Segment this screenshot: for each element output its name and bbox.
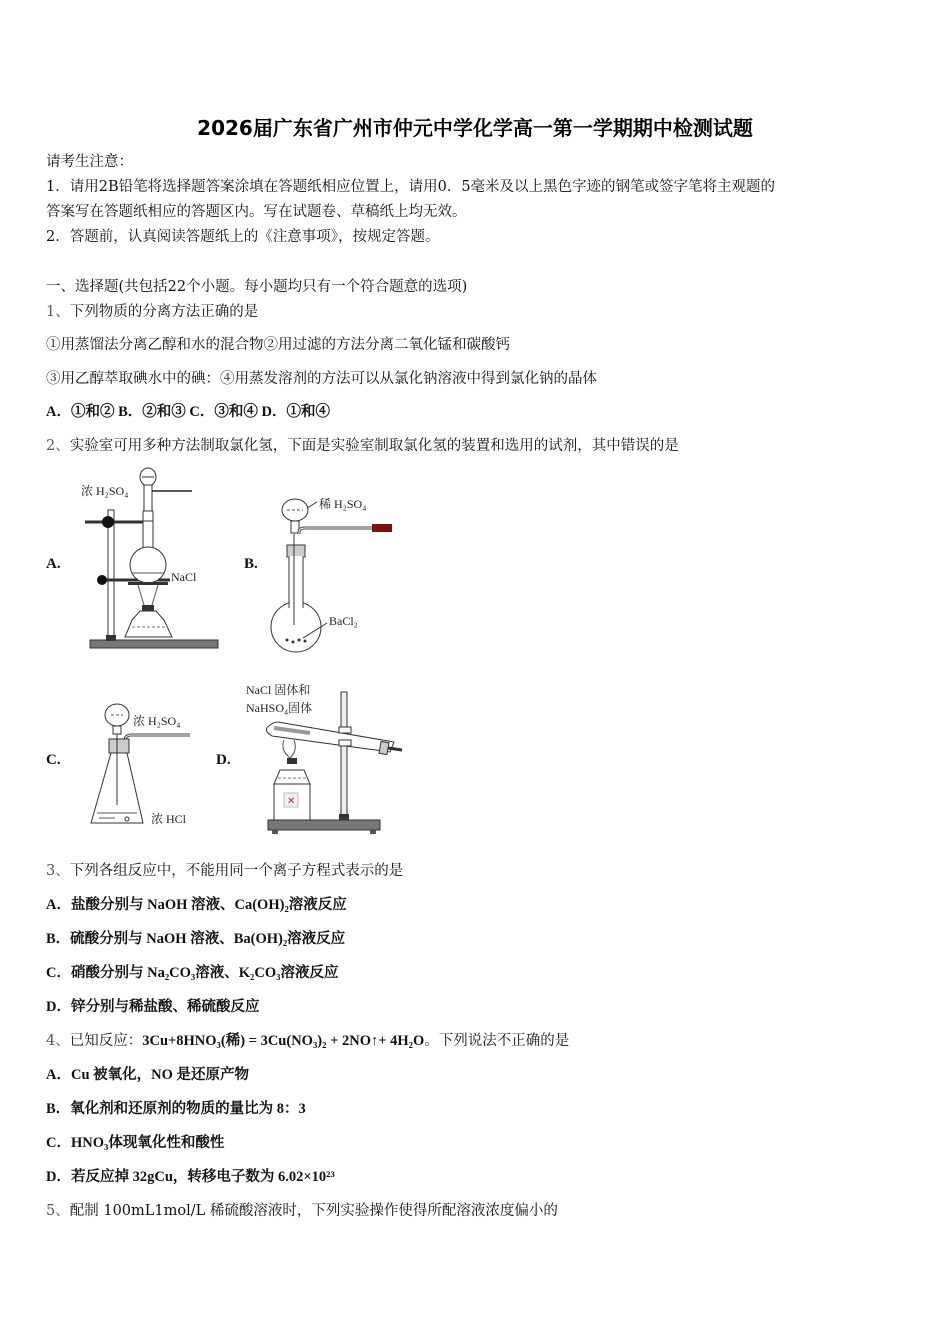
- question-1-statement-2: ③用乙醇萃取碘水中的碘：④用蒸发溶剂的方法可以从氯化钠溶液中得到氯化钠的晶体: [46, 371, 597, 387]
- question-3-option-b: [46, 929, 345, 949]
- question-5-stem: [46, 1201, 558, 1221]
- diagram-a-reagent-bottom: NaCl: [171, 570, 197, 584]
- question-number: 3、: [46, 863, 70, 879]
- notice-item-2: 2．答题前，认真阅读答题纸上的《注意事项》，按规定答题。: [46, 229, 440, 245]
- diagram-b-reagent-bottom: BaCl₂: [329, 614, 358, 628]
- diagram-c-apparatus: [85, 695, 215, 835]
- question-4-option-c: [46, 1133, 224, 1153]
- question-4-stem: [46, 1031, 569, 1051]
- question-4-option-b: [46, 1099, 306, 1119]
- question-1-stem: [46, 302, 258, 322]
- option-label: A．: [46, 1067, 71, 1083]
- chemical-equation: 3Cu+8HNO₃(稀) = 3Cu(NO₃)₂ + 2NO↑+ 4H₂O: [142, 1033, 425, 1049]
- question-1-statement-1: ①用蒸馏法分离乙醇和水的混合物②用过滤的方法分离二氧化锰和碳酸钙: [46, 337, 510, 353]
- option-label: C．: [46, 965, 71, 981]
- option-text: 硫酸分别与 NaOH 溶液、Ba(OH)₂溶液反应: [70, 931, 346, 947]
- diagram-d-apparatus: [240, 680, 410, 840]
- question-2-stem: [46, 436, 679, 456]
- question-3-option-c: [46, 963, 339, 983]
- diagram-a-reagent-top: 浓 H₂SO₄: [81, 484, 129, 498]
- question-3-option-a: [46, 895, 347, 915]
- question-3-stem: [46, 861, 403, 881]
- question-number: 4、: [46, 1033, 70, 1049]
- question-number: 1、: [46, 304, 70, 320]
- notice-item-1-line-2: 答案写在答题纸相应的答题区内。写在试题卷、草稿纸上均无效。: [46, 204, 467, 220]
- diagram-c-label: C.: [46, 752, 61, 768]
- question-text: 下列物质的分离方法正确的是: [69, 304, 259, 320]
- option-text: 若反应掉 32gCu，转移电子数为 6.02×10²³: [70, 1169, 335, 1185]
- question-3-option-d: [46, 997, 259, 1017]
- diagram-a-apparatus: [80, 465, 230, 655]
- question-text-prefix: 已知反应：: [69, 1033, 143, 1049]
- diagram-c-reagent-bottom: 浓 HCl: [151, 812, 187, 826]
- notice-heading: 请考生注意：: [46, 154, 133, 170]
- page-title: 2026届广东省广州市仲元中学化学高一第一学期期中检测试题: [197, 116, 753, 140]
- option-label: D．: [46, 1169, 71, 1185]
- option-label: C．: [46, 1135, 71, 1151]
- question-text: 下列各组反应中，不能用同一个离子方程式表示的是: [69, 863, 404, 879]
- question-text: 实验室可用多种方法制取氯化氢，下面是实验室制取氯化氢的装置和选用的试剂，其中错误的是: [69, 438, 679, 454]
- option-label: B．: [46, 931, 71, 947]
- question-4-option-d: [46, 1167, 335, 1187]
- diagram-b-label: B.: [244, 556, 258, 572]
- svg-text:✕: ✕: [287, 796, 296, 807]
- diagram-a-label: A.: [46, 556, 61, 572]
- diagram-b-apparatus: [265, 490, 415, 660]
- option-text: HNO₃体现氧化性和酸性: [70, 1135, 225, 1151]
- question-number: 5、: [46, 1203, 70, 1219]
- diagram-d-reagent-line-1: NaCl 固体和: [246, 683, 311, 697]
- option-text: 盐酸分别与 NaOH 溶液、Ca(OH)₂溶液反应: [70, 897, 347, 913]
- question-4-option-a: [46, 1065, 249, 1085]
- question-1-options: A．①和② B．②和③ C．③和④ D．①和④: [46, 404, 330, 420]
- question-text: 配制 100mL1mol/L 稀硫酸溶液时，下列实验操作使得所配溶液浓度偏小的: [69, 1203, 558, 1219]
- option-label: D．: [46, 999, 71, 1015]
- notice-item-1-line-1: 1．请用2B铅笔将选择题答案涂填在答题纸相应位置上，请用0．5毫米及以上黑色字迹的钢笔或签字笔将主观题的: [46, 179, 776, 195]
- question-number: 2、: [46, 438, 70, 454]
- diagram-c-reagent-top: 浓 H₂SO₄: [133, 714, 181, 728]
- question-text-suffix: 。下列说法不正确的是: [424, 1033, 570, 1049]
- diagram-d-label: D.: [216, 752, 231, 768]
- option-text: 硝酸分别与 Na₂CO₃溶液、K₂CO₃溶液反应: [70, 965, 339, 981]
- option-text: Cu 被氧化，NO 是还原产物: [70, 1067, 250, 1083]
- option-text: 氧化剂和还原剂的物质的量比为 8：3: [70, 1101, 306, 1117]
- option-label: B．: [46, 1101, 71, 1117]
- option-label: A．: [46, 897, 71, 913]
- diagram-b-reagent-top: 稀 H₂SO₄: [319, 497, 367, 511]
- diagram-d-reagent-line-2: NaHSO₄固体: [246, 701, 313, 715]
- section-heading: 一、选择题(共包括22个小题。每小题均只有一个符合题意的选项): [46, 279, 468, 295]
- option-text: 锌分别与稀盐酸、稀硫酸反应: [70, 999, 260, 1015]
